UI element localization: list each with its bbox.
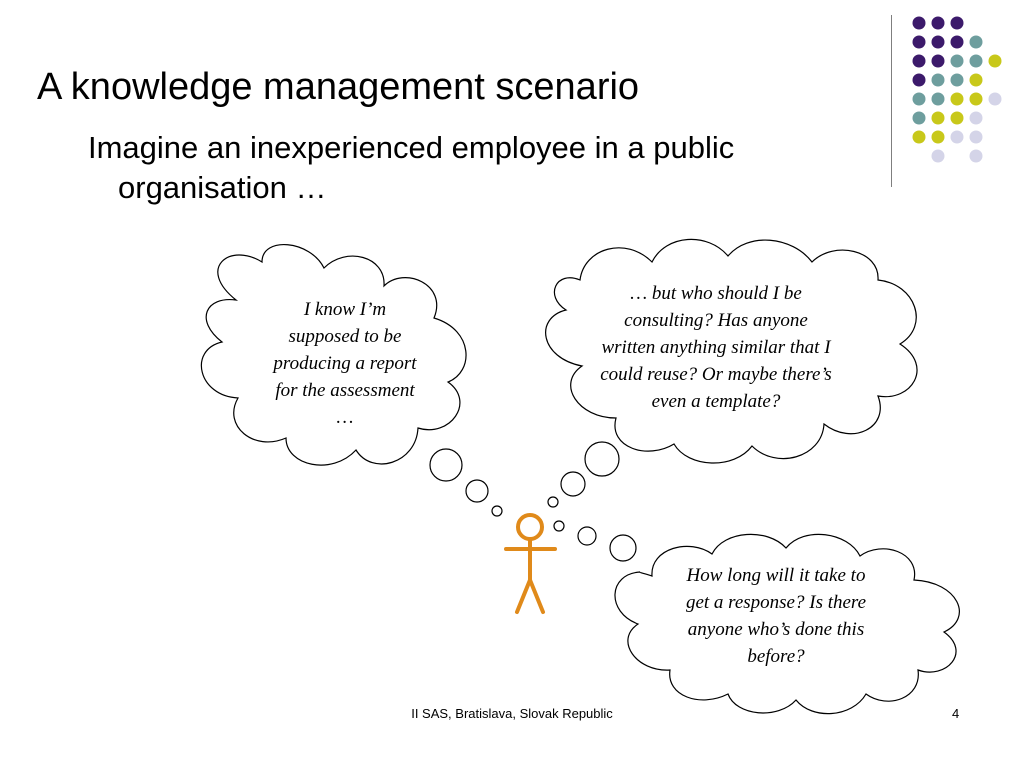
thought-text-bottom: How long will it take to get a response? Is there anyone who’s done this before?	[685, 565, 867, 667]
thought-bubble	[548, 497, 558, 507]
slide-subtitle: Imagine an inexperienced employee in a public organisation …	[88, 130, 735, 205]
thought-bubble	[554, 521, 564, 531]
page-number: 4	[952, 706, 960, 721]
thought-bubble	[492, 506, 502, 516]
thought-bubble	[430, 449, 462, 481]
thought-text-left: I know I’m supposed to be producing a report for the assessment …	[273, 299, 417, 428]
stick-figure-icon	[506, 515, 555, 612]
thought-bubble	[578, 527, 596, 545]
thought-bubble	[610, 535, 636, 561]
thought-text-right: … but who should I be consulting? Has anyone written anything similar that I could reuse? Or maybe there’s even a template?	[600, 283, 832, 412]
slide-footer: II SAS, Bratislava, Slovak Republic	[411, 706, 613, 721]
thought-bubble	[585, 442, 619, 476]
thought-bubble	[561, 472, 585, 496]
thought-bubble	[466, 480, 488, 502]
slide-title: A knowledge management scenario	[37, 66, 640, 108]
